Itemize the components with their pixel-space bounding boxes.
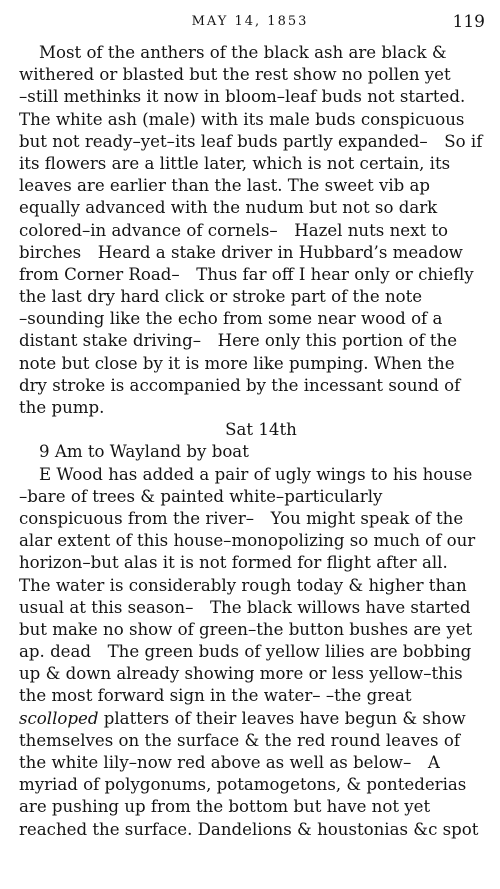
text-line: are pushing up from the bottom but have not yet <box>19 797 431 817</box>
text-line-with-emphasis <box>19 708 489 730</box>
text-line: the most forward sign in the water– –the great <box>19 686 412 706</box>
text-line-rest: platters of their leaves have begun & show <box>103 708 466 728</box>
text-line: reached the surface. Dandelions & houstonias &c spot <box>19 819 479 839</box>
running-head <box>0 12 500 34</box>
date-heading: Sat 14th <box>225 420 297 440</box>
text-line: myriad of polygonums, potamogetons, & pontederias <box>19 775 467 795</box>
italic-word: scolloped <box>19 708 99 728</box>
text-line: equally advanced with the nudum but not so dark <box>19 198 438 218</box>
text-line: the white lily–now red above as well as below– A <box>19 753 440 772</box>
text-line: the last dry hard click or stroke part of the note <box>19 287 423 307</box>
text-line: themselves on the surface & the red round leaves of <box>19 730 460 750</box>
text-line: usual at this season– The black willows have started <box>19 597 471 617</box>
text-line: –bare of trees & painted white–particularly <box>19 486 383 506</box>
text-line: up & down already showing more or less yellow–this <box>19 664 463 684</box>
text-line: Most of the anthers of the black ash are black & <box>39 43 447 62</box>
text-line: –sounding like the echo from some near wood of a <box>19 309 443 329</box>
text-line: conspicuous from the river– You might speak of the <box>19 508 464 528</box>
text-line: the pump. <box>19 398 105 417</box>
text-line: but make no show of green–the button bushes are yet <box>19 619 473 639</box>
text-line: alar extent of this house–monopolizing so much of our <box>19 531 476 551</box>
running-title: MAY 14, 1853 <box>191 14 309 29</box>
text-line: from Corner Road– Thus far off I hear only or chiefly <box>19 264 474 284</box>
text-line: but not ready–yet–its leaf buds partly expanded– So if <box>19 131 483 151</box>
text-line: withered or blasted but the rest show no pollen yet <box>19 65 451 85</box>
text-line: The white ash (male) with its male buds conspicuous <box>19 109 465 129</box>
text-line: birches Heard a stake driver in Hubbard’s meadow <box>19 242 463 262</box>
text-line: The water is considerably rough today & higher than <box>19 575 467 595</box>
text-line: –still methinks it now in bloom–leaf buds not started. <box>19 87 466 107</box>
page-number: 119 <box>452 12 485 32</box>
text-line: ap. dead The green buds of yellow lilies are bobbing <box>19 642 472 662</box>
text-line: dry stroke is accompanied by the incessant sound of <box>19 375 461 395</box>
text-line: leaves are earlier than the last. The sweet vib ap <box>19 176 431 196</box>
text-line: note but close by it is more like pumping. When the <box>19 353 455 373</box>
text-line: horizon–but alas it is not formed for flight after all. <box>19 553 448 573</box>
text-line: distant stake driving– Here only this portion of the <box>19 331 458 351</box>
text-line: 9 Am to Wayland by boat <box>39 442 249 462</box>
text-line: E Wood has added a pair of ugly wings to his house <box>39 464 473 484</box>
text-line: its flowers are a little later, which is not certain, its <box>19 153 451 173</box>
text-line: colored–in advance of cornels– Hazel nuts next to <box>19 220 449 240</box>
body-text <box>19 42 489 841</box>
